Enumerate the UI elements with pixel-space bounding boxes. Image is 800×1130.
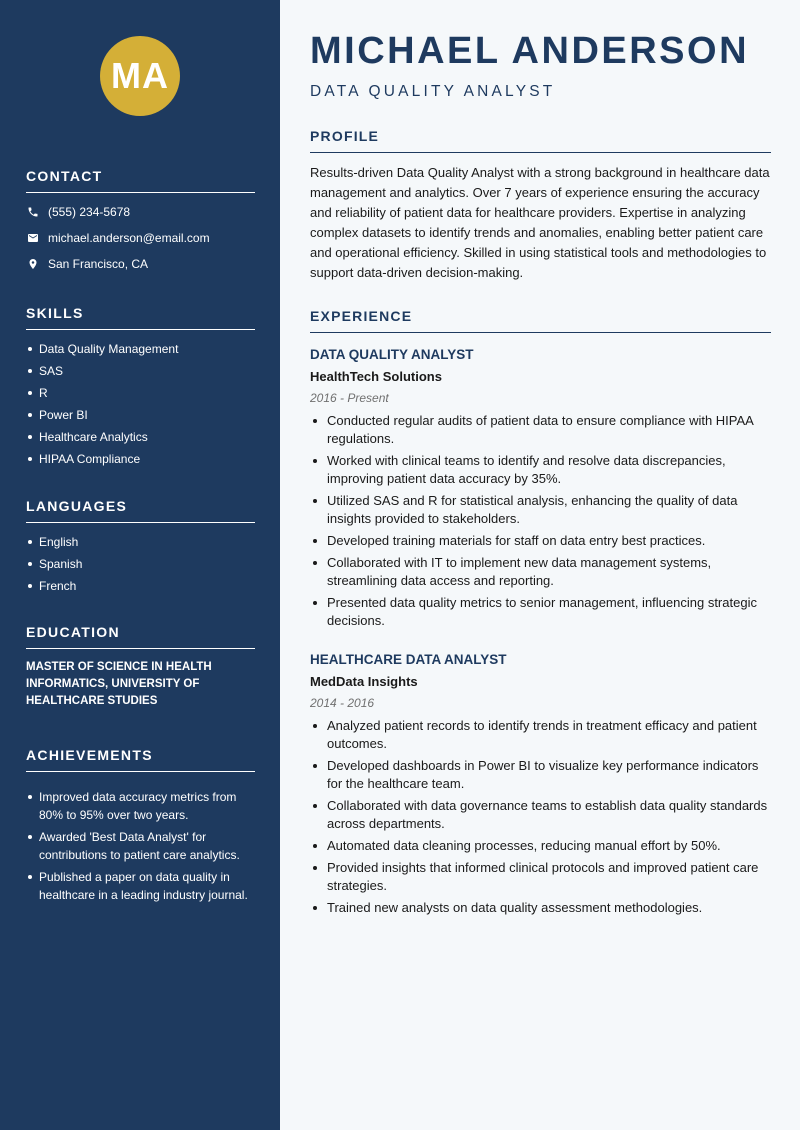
job-bullet: Analyzed patient records to identify trends in treatment efficacy and patient outcomes. — [310, 717, 771, 753]
job-bullet: Utilized SAS and R for statistical analysis, enhancing the quality of data insights provided to stakeholders. — [310, 492, 771, 528]
contact-location-row — [26, 251, 255, 277]
language-item: Spanish — [26, 555, 255, 573]
skill-item: SAS — [26, 362, 255, 380]
job-bullet: Developed dashboards in Power BI to visualize key performance indicators for the healthcare team. — [310, 757, 771, 793]
job-bullet: Provided insights that informed clinical protocols and improved patient care strategies. — [310, 859, 771, 895]
job-bullet: Conducted regular audits of patient data to ensure compliance with HIPAA regulations. — [310, 412, 771, 448]
job-dates: 2016 - Present — [310, 391, 389, 405]
skill-item: HIPAA Compliance — [26, 450, 255, 468]
job-bullet: Trained new analysts on data quality assessment methodologies. — [310, 899, 771, 917]
job-bullet: Worked with clinical teams to identify and resolve data discrepancies, improving patient data accuracy by 35%. — [310, 452, 771, 488]
education-degree: MASTER OF SCIENCE IN HEALTH INFORMATICS, UNIVERSITY OF HEALTHCARE STUDIES — [26, 661, 212, 707]
language-item: French — [26, 577, 255, 595]
job-bullet: Collaborated with data governance teams to establish data quality standards across departments. — [310, 797, 771, 833]
skills-section — [26, 305, 255, 472]
skill-item: Healthcare Analytics — [26, 428, 255, 446]
achievement-item: Improved data accuracy metrics from 80% to 95% over two years. — [26, 788, 255, 824]
experience-heading: EXPERIENCE — [310, 308, 771, 333]
location-pin-icon — [26, 257, 40, 271]
job-title: DATA QUALITY ANALYST — [310, 347, 474, 362]
phone-icon — [26, 205, 40, 219]
job-bullet: Automated data cleaning processes, reducing manual effort by 50%. — [310, 837, 771, 855]
job-bullet: Presented data quality metrics to senior management, influencing strategic decisions. — [310, 594, 771, 630]
skill-item: Power BI — [26, 406, 255, 424]
skill-item: Data Quality Management — [26, 340, 255, 358]
education-section — [26, 624, 255, 710]
job-company: MedData Insights — [310, 674, 418, 689]
contact-heading: CONTACT — [26, 168, 255, 193]
job-dates: 2014 - 2016 — [310, 696, 375, 710]
job-bullets — [310, 412, 771, 630]
job-bullet: Collaborated with IT to implement new data management systems, streamlining data access and reporting. — [310, 554, 771, 590]
job-title: HEALTHCARE DATA ANALYST — [310, 652, 507, 667]
profile-text: Results-driven Data Quality Analyst with a strong background in healthcare data management and analytics. Over 7 years of experience ensuring the accuracy and reliability of patient data for healthcare providers. Expertise in analyzing complex datasets to identify trends and anomalies, enabling better patient care and operational efficiency. Skilled in using statistical tools and methodologies to support data-driven decision-making. — [310, 165, 770, 280]
languages-section — [26, 498, 255, 599]
job-entry — [310, 347, 771, 634]
sidebar — [0, 0, 280, 1130]
language-item: English — [26, 533, 255, 551]
candidate-title: DATA QUALITY ANALYST — [310, 83, 556, 100]
avatar: MA — [100, 36, 180, 116]
contact-email-row — [26, 225, 255, 251]
job-company: HealthTech Solutions — [310, 369, 442, 384]
contact-location: San Francisco, CA — [48, 257, 149, 271]
achievement-item: Awarded 'Best Data Analyst' for contributions to patient care analytics. — [26, 828, 255, 864]
achievement-item: Published a paper on data quality in healthcare in a leading industry journal. — [26, 868, 255, 904]
job-bullet: Developed training materials for staff on data entry best practices. — [310, 532, 771, 550]
languages-list — [26, 533, 255, 595]
contact-phone: (555) 234-5678 — [48, 205, 131, 219]
achievements-heading: ACHIEVEMENTS — [26, 747, 255, 772]
contact-phone-row — [26, 199, 255, 225]
achievements-section — [26, 747, 255, 908]
contact-email[interactable]: michael.anderson@email.com — [48, 231, 210, 245]
skill-item: R — [26, 384, 255, 402]
job-entry — [310, 652, 771, 921]
languages-heading: LANGUAGES — [26, 498, 255, 523]
job-bullets — [310, 717, 771, 917]
skills-list — [26, 340, 255, 468]
email-icon — [26, 231, 40, 245]
contact-section — [26, 168, 255, 277]
experience-section — [310, 308, 771, 333]
achievements-list — [26, 788, 255, 904]
profile-section — [310, 128, 771, 283]
candidate-name: MICHAEL ANDERSON — [310, 30, 750, 72]
skills-heading: SKILLS — [26, 305, 255, 330]
profile-heading: PROFILE — [310, 128, 771, 153]
education-heading: EDUCATION — [26, 624, 255, 649]
